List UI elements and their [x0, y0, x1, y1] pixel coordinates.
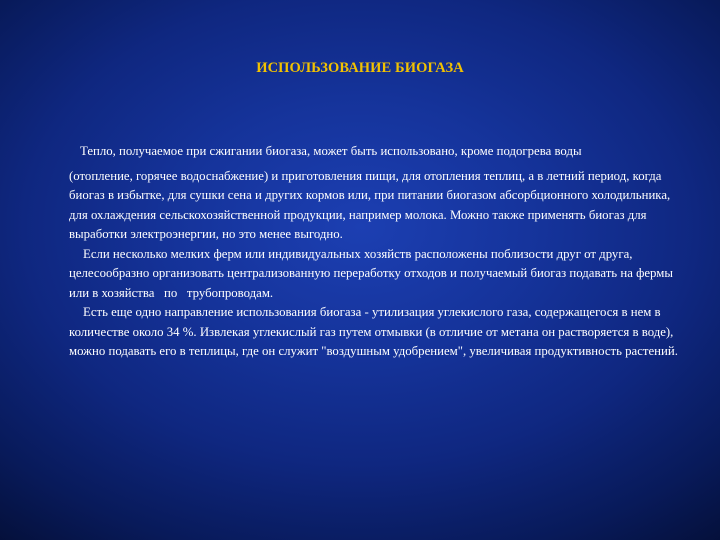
slide-title: ИСПОЛЬЗОВАНИЕ БИОГАЗА: [256, 60, 464, 76]
paragraph-3: Если несколько мелких ферм или индивидуальных хозяйств расположены поблизости друг от друга, целесообразно организовать централизованную переработку отходов и получаемый биогаз подавать на фермы или в хозяйства по трубопроводам.: [69, 246, 677, 300]
paragraph-4: Есть еще одно направление использования биогаза - утилизация углекислого газа, содержащегося в нем в количестве около 34 %. Извлекая углекислый газ путем отмывки (в отличие от метана он растворяется в воде), можно подавать его в теплицы, где он служит "воздушным удобрением", увеличивая продуктивность растений.: [69, 305, 678, 358]
paragraph-1: Тепло, получаемое при сжигании биогаза, может быть использовано, кроме подогрева воды: [80, 144, 582, 158]
slide-body: [69, 142, 687, 362]
paragraph-2: (отопление, горячее водоснабжение) и приготовления пищи, для отопления теплиц, а в летний период, когда биогаз в избытке, для сушки сена и других кормов или, при питании биогазом абсорбционного холодильника, для охлаждения сельскохозяйственной продукции, например молока. Можно также применять биогаз для выработки электроэнергии, но это менее выгодно.: [69, 168, 671, 241]
